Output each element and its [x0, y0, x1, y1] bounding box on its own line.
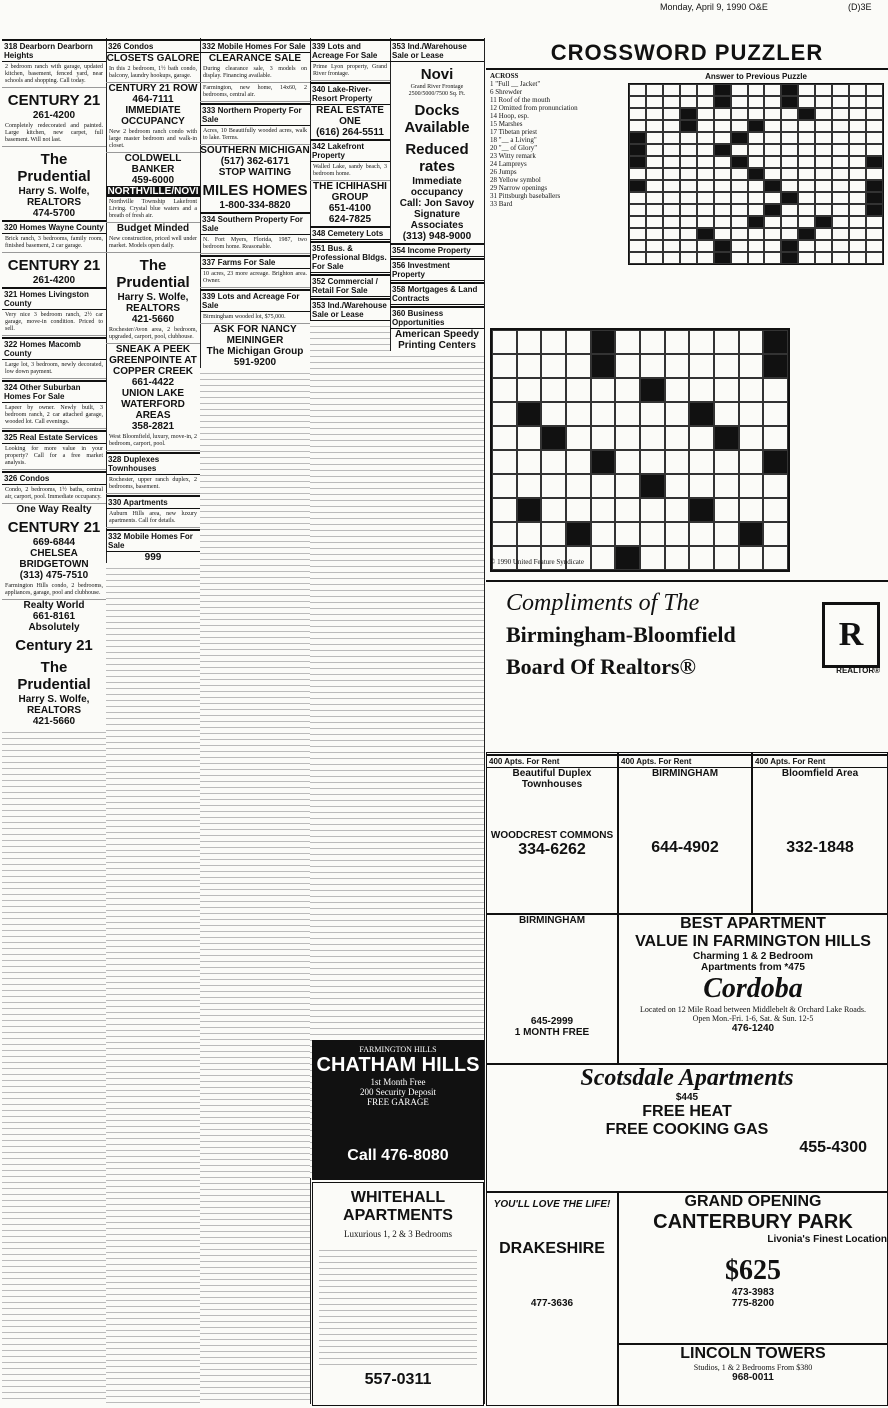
- category-heading: 348 Cemetery Lots: [310, 226, 390, 240]
- column-1: 318 Dearborn Dearborn Heights 2 bedroom ranch with garage, updated kitchen, basement, fenced yard, near schools and shopping. Call today. CENTURY 21 261-4200 Completely redecorated and painted. Large kitchen, new carpet, full basement. Will not last. The Prudential Harry S. Wolfe, REALTORS 474-5700 320 Homes Wayne County Brick ranch, 3 bedrooms, family room, finished basement, 2 car garage. CENTURY 21 261-4200 321 Homes Livingston County Very nice 3 bedroom ranch, 2½ car garage, move-in condition. Priced to sell. 322 Homes Macomb County Large lot, 3 bedroom, newly decorated, low down payment. 324 Other Suburban Homes For Sale Lapeer by owner. Newly built, 3 bedroom ranch, 2 car attached garage, wooded lot. Call evenings. 325 Real Estate Services Looking for more value in your property? Call for a free market analysis. 326 Condos Condo, 2 bedrooms, 1½ baths, central air, carport, pool. Immediate occupancy. One Way Realty CENTURY 21 669-6844 CHELSEA BRIDGETOWN (313) 475-7510 Farmington Hills condo, 2 bedrooms, appliances, garage, pool and clubhouse. Realty World 661-8161 Absolutely Century 21 The Prudential Harry S. Wolfe, REALTORS 421-5660: [2, 38, 107, 1404]
- category-heading: 320 Homes Wayne County: [2, 220, 106, 234]
- column-5: [390, 38, 485, 1178]
- brand-text: Call: Jon Savoy: [399, 198, 475, 209]
- category-heading: 334 Southern Property For Sale: [200, 212, 310, 235]
- brand-text: CENTURY 21: [7, 257, 101, 274]
- category-heading: 358 Mortgages & Land Contracts: [390, 282, 484, 305]
- phone-text: (313) 475-7510: [19, 570, 89, 581]
- brand-text: SNEAK A PEEK GREENPOINTE AT COPPER CREEK: [109, 344, 197, 377]
- brand-text: Docks Available: [404, 102, 470, 136]
- brand-text: Budget Minded: [116, 223, 190, 234]
- category-heading: 342 Lakefront Property: [310, 139, 390, 162]
- brand-text: The Prudential: [116, 257, 190, 291]
- phone-text: 1-800-334-8820: [219, 200, 291, 211]
- duplex-ad: 400 Apts. For Rent Beautiful Duplex Townhouses WOODCREST COMMONS 334-6262: [486, 752, 618, 914]
- brand-text: CLEARANCE SALE: [208, 53, 302, 64]
- category-heading: 354 Income Property: [390, 243, 484, 257]
- phone-text: 651-4100: [328, 203, 372, 214]
- phone-text: (616) 264-5511: [316, 127, 384, 138]
- phone-text: 464-7111: [132, 94, 174, 105]
- category-heading: 322 Homes Macomb County: [2, 337, 106, 360]
- brand-text: Realty World: [23, 600, 85, 611]
- crossword-title: CROSSWORD PUZZLER: [486, 38, 888, 70]
- birmingham-ad: 400 Apts. For Rent BIRMINGHAM 644-4902: [618, 752, 752, 914]
- phone-text: 474-5700: [32, 208, 76, 219]
- header-section: (D)3E: [848, 2, 872, 12]
- birmingham-listing: BIRMINGHAM 645-2999 1 MONTH FREE: [486, 914, 618, 1064]
- category-heading: 326 Condos: [2, 471, 106, 485]
- column-2: 326 Condos CLOSETS GALORE In this 2 bedroom, 1½ bath condo, balcony, laundry hookups, garage. CENTURY 21 ROW 464-7111 IMMEDIATE OCCUPANCY New 2 bedroom ranch condo with large master bedroom and walk-in closet. COLDWELL BANKER 459-6000 NORTHVILLE/NOVI Northville Township Lakefront Living. Crystal blue waters and a breath of fresh air. Budget Minded New construction, priced well under market. Models open daily. The Prudential Harry S. Wolfe, REALTORS 421-5660 Rochester/Avon area, 2 bedroom, upgraded, carport, pool, clubhouse. SNEAK A PEEK GREENPOINTE AT COPPER CREEK 661-4422 UNION LAKE WATERFORD AREAS 358-2821 West Bloomfield, luxury, move-in, 2 bedroom, carport, pool. 328 Duplexes Townhouses Rochester, upper ranch duplex, 2 bedrooms, basement. 330 Apartments Auburn Hills area, new luxury apartments. Call for details. 332 Mobile Homes For Sale 999: [106, 38, 201, 1404]
- whitehall-phone: 557-0311: [364, 1371, 432, 1388]
- column-6-rule: [484, 38, 485, 1404]
- brand-text: CENTURY 21 ROW: [108, 83, 198, 94]
- brand-text: Grand River Frontage: [410, 84, 464, 90]
- brand-text: CENTURY 21: [7, 92, 101, 109]
- category-heading: 339 Lots and Acreage For Sale: [200, 289, 310, 312]
- brand-text: CENTURY 21: [7, 519, 101, 536]
- phone-text: 669-6844: [32, 537, 76, 548]
- category-heading: 351 Bus. & Professional Bldgs. For Sale: [310, 241, 390, 273]
- realtor-board-ad: Compliments of The Birmingham-Bloomfield Board Of Realtors® R REALTOR®: [486, 580, 888, 752]
- category-heading: 337 Farms For Sale: [200, 255, 310, 269]
- phone-text: 661-8161: [32, 611, 76, 622]
- category-heading: 328 Duplexes Townhouses: [106, 452, 200, 475]
- brand-text: MILES HOMES: [202, 182, 308, 199]
- brand-text: The Prudential: [17, 151, 91, 185]
- category-heading: 356 Investment Property: [390, 258, 484, 281]
- phone-text: 459-6000: [131, 175, 175, 186]
- phone-text: 421-5660: [131, 314, 175, 325]
- copyright-text: © 1990 United Feature Syndicate: [490, 558, 584, 566]
- chatham-hills-ad: [312, 1040, 484, 1180]
- category-heading: 339 Lots and Acreage For Sale: [310, 39, 390, 62]
- chatham-line: FREE GARAGE: [367, 1097, 429, 1107]
- clues-list: ACROSS 1 "Full __ Jacket" 6 Shrewder 11 Roof of the mouth 12 Omitted from pronunciation 14 Hoop, esp. 15 Marshes 17 Tibetan priest 18 "__ a Living" 20 "__ of Glory" 23 Witty remark 24 Lampreys 26 Jumps 28 Yellow symbol 29 Narrow openings 31 Pittsburgh baseballers 33 Bard: [490, 72, 578, 208]
- category-heading: 330 Apartments: [106, 495, 200, 509]
- brand-text: UNION LAKE WATERFORD AREAS: [121, 388, 185, 421]
- chatham-line: 1st Month Free: [370, 1077, 426, 1087]
- brand-text: ASK FOR NANCY MEININGER: [213, 324, 297, 346]
- bloomfield-ad: 400 Apts. For Rent Bloomfield Area 332-1848: [752, 752, 888, 914]
- canterbury-ad: GRAND OPENING CANTERBURY PARK Livonia's Finest Location $625 473-3983 775-8200: [618, 1192, 888, 1344]
- phone-text: (517) 362-6171: [220, 156, 290, 167]
- drakeshire-ad: YOU'LL LOVE THE LIFE! DRAKESHIRE 477-3636: [486, 1192, 618, 1406]
- category-heading: 318 Dearborn Dearborn Heights: [2, 39, 106, 62]
- brand-text: CHELSEA BRIDGETOWN: [19, 548, 89, 570]
- brand-text: Novi: [420, 66, 454, 83]
- brand-text: Reduced rates: [405, 141, 469, 175]
- phone-text: 624-7825: [328, 214, 372, 225]
- brand-text: NORTHVILLE/NOVI: [107, 186, 199, 197]
- previous-answer: Answer to Previous Puzzle: [628, 72, 884, 265]
- category-heading: 321 Homes Livingston County: [2, 287, 106, 310]
- brand-text: Harry S. Wolfe, REALTORS: [18, 186, 90, 208]
- phone-text: (313) 948-9000: [402, 231, 472, 242]
- brand-text: THE ICHIHASHI GROUP: [313, 181, 387, 203]
- brand-text: Absolutely: [28, 622, 80, 633]
- category-heading: 333 Northern Property For Sale: [200, 103, 310, 126]
- brand-text: Harry S. Wolfe, REALTORS: [117, 292, 189, 314]
- brand-text: Immediate occupancy: [410, 176, 464, 198]
- column-3: 332 Mobile Homes For Sale CLEARANCE SALE During clearance sale, 3 models on display. Financing available. Farmington, new home, 14x60, 2 bedrooms, central air. 333 Northern Property For Sale Acres, 10 Beautifully wooded acres, walk to lake. Terms. SOUTHERN MICHIGAN (517) 362-6171 STOP WAITING MILES HOMES 1-800-334-8820 334 Southern Property For Sale N. Fort Myers, Florida, 1987, two bedroom home. Reasonable. 337 Farms For Sale 10 acres, 23 more acreage. Brighton area. Owner. 339 Lots and Acreage For Sale Birmingham wooded lot, $75,000. ASK FOR NANCY MEININGER The Michigan Group 591-9200: [200, 38, 311, 1404]
- brand-text: Signature Associates: [410, 209, 464, 231]
- chatham-line: 200 Security Deposit: [360, 1087, 436, 1097]
- category-heading: 326 Condos: [106, 39, 200, 53]
- page-header: [0, 0, 888, 14]
- price-text: 999: [144, 552, 162, 563]
- brand-text: REAL ESTATE ONE: [316, 105, 384, 127]
- phone-text: 261-4200: [32, 275, 76, 286]
- whitehall-ad: [312, 1182, 484, 1406]
- whitehall-sub: Luxurious 1, 2 & 3 Bedrooms: [344, 1229, 452, 1239]
- brand-text: The Prudential: [17, 659, 91, 693]
- brand-text: Century 21: [15, 637, 93, 654]
- column-4: 339 Lots and Acreage For Sale Prime Lyon property, Grand River frontage. 340 Lake-River-Resort Property REAL ESTATE ONE (616) 264-5511 342 Lakefront Property Walled Lake, sandy beach, 3 bedroom home. THE ICHIHASHI GROUP 651-4100 624-7825 348 Cemetery Lots 351 Bus. & Professional Bldgs. For Sale 352 Commercial / Retail For Sale 353 Ind./Warehouse Sale or Lease: [310, 38, 391, 1178]
- brand-text: The Michigan Group: [206, 346, 304, 357]
- category-heading: 353 Ind./Warehouse Sale or Lease: [390, 39, 484, 62]
- category-heading: 353 Ind./Warehouse Sale or Lease: [310, 298, 390, 321]
- chatham-pre: FARMINGTON HILLS: [359, 1045, 437, 1054]
- phone-text: 661-4422: [131, 377, 175, 388]
- category-heading: 325 Real Estate Services: [2, 430, 106, 444]
- lincoln-ad: LINCOLN TOWERS Studios, 1 & 2 Bedrooms From $380 968-0011: [618, 1344, 888, 1406]
- brand-text: One Way Realty: [16, 504, 92, 515]
- whitehall-title: WHITEHALL APARTMENTS: [343, 1189, 453, 1224]
- brand-text: CLOSETS GALORE: [106, 53, 200, 64]
- phone-text: 591-9200: [233, 357, 277, 368]
- category-heading: 332 Mobile Homes For Sale: [106, 529, 200, 552]
- phone-text: 421-5660: [32, 716, 76, 727]
- brand-text: SOUTHERN MICHIGAN: [200, 145, 310, 156]
- cordoba-ad: BEST APARTMENT VALUE IN FARMINGTON HILLS Charming 1 & 2 Bedroom Apartments from *475 Cordoba Located on 12 Mile Road between Middlebelt & Orchard Lake Roads. Open Mon.-Fri. 1-6, Sat. & Sun. 12-5 476-1240: [618, 914, 888, 1064]
- category-heading: 340 Lake-River-Resort Property: [310, 82, 390, 105]
- brand-text: COLDWELL BANKER: [124, 153, 182, 175]
- category-heading: 352 Commercial / Retail For Sale: [310, 274, 390, 297]
- brand-text: American Speedy Printing Centers: [395, 329, 479, 351]
- scotsdale-ad: Scotsdale Apartments $445 FREE HEAT FREE COOKING GAS 455-4300: [486, 1064, 888, 1192]
- brand-text: Harry S. Wolfe, REALTORS: [18, 694, 90, 716]
- crossword-puzzle: [486, 38, 888, 578]
- brand-text: 2500/5000/7500 Sq. Ft.: [408, 91, 466, 97]
- puzzle-grid[interactable]: [490, 328, 790, 572]
- realtor-logo: R: [822, 602, 880, 668]
- header-date: Monday, April 9, 1990 O&E: [660, 2, 768, 12]
- brand-text: IMMEDIATE OCCUPANCY: [121, 105, 185, 127]
- chatham-title: CHATHAM HILLS: [316, 1054, 480, 1076]
- phone-text: 261-4200: [32, 110, 76, 121]
- phone-text: 358-2821: [131, 421, 175, 432]
- chatham-phone: Call 476-8080: [347, 1147, 449, 1164]
- category-heading: 360 Business Opportunities: [390, 306, 484, 329]
- brand-text: STOP WAITING: [218, 167, 292, 178]
- category-heading: 332 Mobile Homes For Sale: [200, 39, 310, 53]
- category-heading: 324 Other Suburban Homes For Sale: [2, 380, 106, 403]
